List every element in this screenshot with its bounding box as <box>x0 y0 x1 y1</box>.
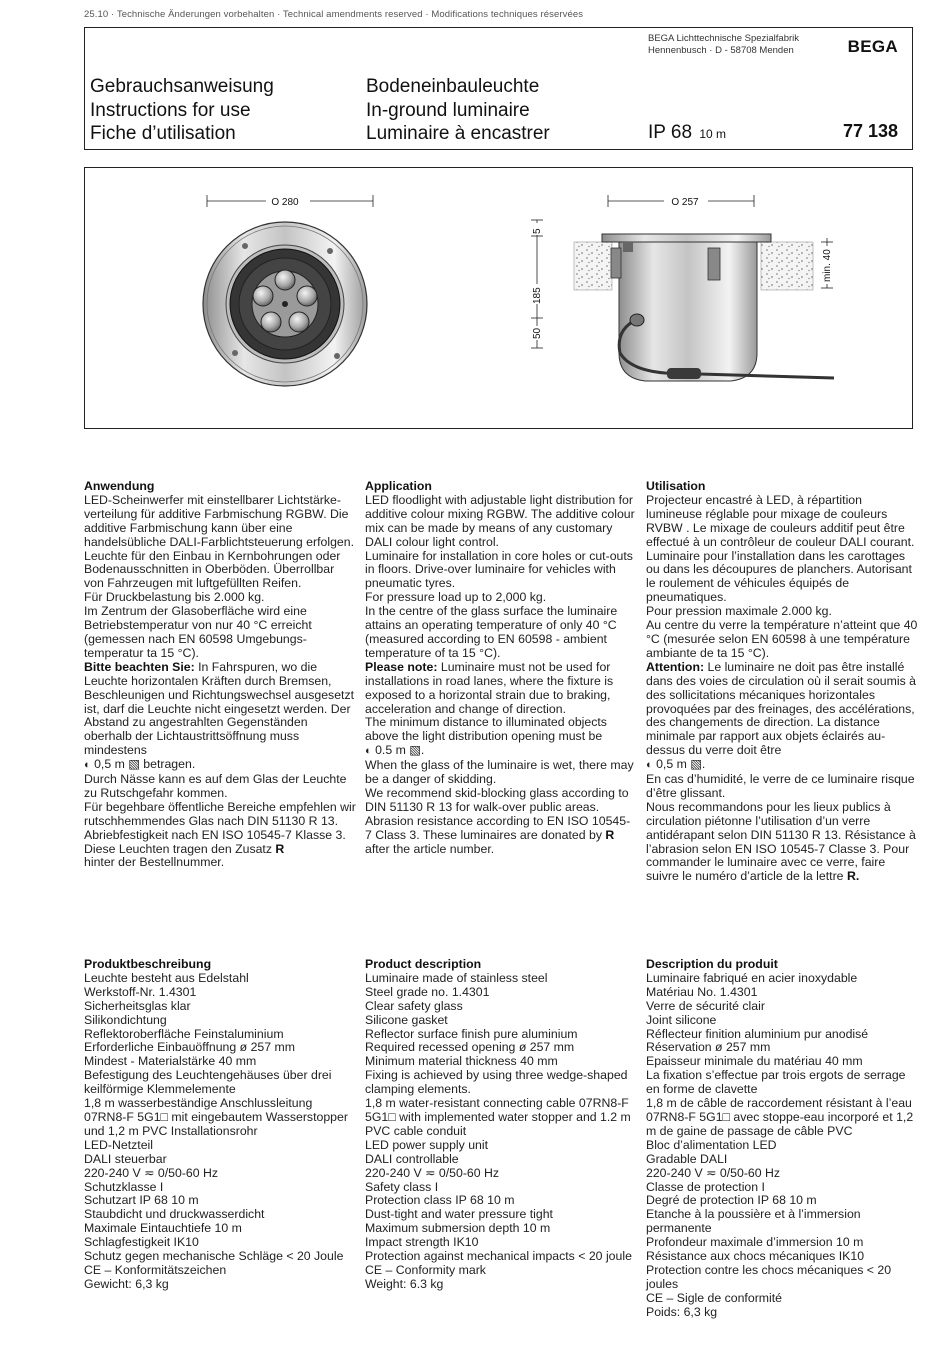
para <box>84 758 356 773</box>
heading-product-description: Product description <box>365 957 482 971</box>
product-type-titles <box>366 75 550 146</box>
suffix-r: R <box>605 827 615 842</box>
dim-min-material: min. 40 <box>822 249 833 282</box>
dim-recess-diameter: O 257 <box>671 197 699 208</box>
spec-line: Gewicht: 6,3 kg <box>84 1276 169 1291</box>
para: For pressure load up to 2,000 kg. <box>365 590 547 605</box>
product-fr-lines <box>646 972 918 1320</box>
spec-line: Safety class I <box>365 1179 439 1194</box>
spec-line: Impact strength IK10 <box>365 1235 479 1250</box>
spec-line: Résistance aux chocs mécaniques IK10 <box>646 1249 865 1264</box>
application-en <box>365 480 637 856</box>
para-note <box>84 661 356 758</box>
spec-line: Schutz gegen mechanische Schläge < 20 Joule <box>84 1249 344 1264</box>
spec-line: Reflector surface finish pure aluminium <box>365 1026 578 1041</box>
ip-rating-value: IP 68 <box>648 122 693 143</box>
spec-line: Profondeur maximale d’immersion 10 m <box>646 1235 864 1250</box>
product-fr <box>646 958 918 1320</box>
heading-utilisation: Utilisation <box>646 479 706 493</box>
spec-line: Classe de protection I <box>646 1179 765 1194</box>
para: The minimum distance to illuminated objects above the light distribution opening must be <box>365 715 607 744</box>
para: hinter der Bestellnummer. <box>84 855 225 870</box>
spec-line: Epaisseur minimale du matériau 40 mm <box>646 1054 863 1069</box>
para: Durch Nässe kann es auf dem Glas der Leuchte zu Rutschgefahr kommen. <box>84 772 347 800</box>
para <box>84 801 356 857</box>
spec-line: Etanche à la poussière et à l’immersion permanente <box>646 1207 861 1236</box>
spec-line: Maximum submersion depth 10 m <box>365 1221 551 1236</box>
spec-line: Mindest - Materialstärke 40 mm <box>84 1054 257 1069</box>
spec-line: Protection against mechanical impacts < 20 joule <box>365 1249 632 1264</box>
para-note <box>646 661 918 758</box>
dim-outer-diameter: O 280 <box>271 197 299 208</box>
note-text: Le luminaire ne doit pas être installé dans des voies de circulation où il serait soumis à des sollicitations mécaniques horizontales provoquées par des freinages, des accélérations, des changements de direction. La distance minimale par rapport aux objets éclairés au-dessus du verre doit être <box>646 659 916 758</box>
spec-line: LED power supply unit <box>365 1137 489 1152</box>
suffix-r: R <box>275 841 285 856</box>
product-type-de: Bodeneinbauleuchte <box>366 76 540 97</box>
spec-line: Luminaire fabriqué en acier inoxydable <box>646 970 858 985</box>
spec-line: Steel grade no. 1.4301 <box>365 984 490 999</box>
spec-line: Luminaire made of stainless steel <box>365 970 548 985</box>
para: Im Zentrum der Glasoberfläche wird eine Betriebstemperatur von nur 40 °C erreicht (gemessen nach EN 60598 Umgebungs-temperatur ta 15 °C). <box>84 604 312 660</box>
product-type-en: In-ground luminaire <box>366 99 530 121</box>
company-location: Hennenbusch · D - 58708 Menden <box>648 45 794 56</box>
para: LED-Scheinwerfer mit einstellbarer Lichtstärke-verteilung für additive Farbmischung RGBW. Die additive Farbmischung kann über eine handelsübliche DALI-Farblichtsteuerung erfolgen. <box>84 492 355 549</box>
product-en <box>365 958 637 1292</box>
para: Au centre du verre la température n’atteint que 40 °C (mesurée selon EN 60598 à une température ambiante de ta 15 °C). <box>646 618 918 660</box>
lamp-distance-icon: ◐ <box>365 745 372 758</box>
distance-text: 0,5 m ▧ betragen. <box>90 757 196 772</box>
spec-line: Maximale Eintauchtiefe 10 m <box>84 1221 242 1236</box>
ip-rating <box>648 122 726 144</box>
para: Luminaire pour l’installation dans les carottages ou dans les découpures de planchers. Autorisant le roulement de véhicules équipés de pneumatiques. <box>646 548 912 605</box>
spec-line: 1,8 m water-resistant connecting cable 07RN8-F 5G1□ with implemented water stopper and 1.2 m PVC cable conduit <box>365 1096 631 1138</box>
spec-line: 220-240 V ≂ 0/50-60 Hz <box>365 1165 500 1180</box>
company-name: BEGA Lichttechnische Spezialfabrik <box>648 33 800 44</box>
para: Projecteur encastré à LED, à répartition lumineuse réglable pour mixage de couleurs RVBW . Le mixage de couleurs additif peut être effectué à un contrôleur de couleur DALI courant. <box>646 492 915 549</box>
spec-line: Leuchte besteht aus Edelstahl <box>84 970 249 985</box>
doc-type-de: Gebrauchsanweisung <box>90 76 274 97</box>
spec-line: 220-240 V ≂ 0/50-60 Hz <box>646 1165 781 1180</box>
application-fr <box>646 480 918 884</box>
spec-line: Schlagfestigkeit IK10 <box>84 1235 199 1250</box>
doc-type-titles <box>90 75 274 146</box>
spec-line: Silicone gasket <box>365 1012 448 1027</box>
distance-text: 0.5 m ▧. <box>371 743 425 758</box>
dim-top-rim: 5 <box>532 228 543 234</box>
spec-line: LED-Netzteil <box>84 1137 154 1152</box>
heading-anwendung: Anwendung <box>84 479 155 493</box>
para-note <box>365 661 637 717</box>
spec-line: DALI controllable <box>365 1151 459 1166</box>
spec-line: Befestigung des Leuchtengehäuses über drei keilförmige Klemmelemente <box>84 1068 332 1097</box>
spec-line: Clear safety glass <box>365 998 463 1013</box>
ip-rating-depth: 10 m <box>699 127 726 141</box>
product-de <box>84 958 356 1292</box>
heading-application: Application <box>365 479 432 493</box>
technical-drawing <box>84 167 913 429</box>
spec-line: Staubdicht und druckwasserdicht <box>84 1207 265 1222</box>
heading-produktbeschreibung: Produktbeschreibung <box>84 957 212 971</box>
note-label: Bitte beachten Sie: <box>84 659 195 674</box>
document-header <box>84 27 913 150</box>
top-view <box>203 195 373 386</box>
para <box>646 758 918 773</box>
note-label: Attention: <box>646 659 705 674</box>
para: Für Druckbelastung bis 2.000 kg. <box>84 590 265 605</box>
para: LED floodlight with adjustable light distribution for additive colour mixing RGBW. The additive colour mix can be made by means of any customary DALI colour light control. <box>365 492 635 549</box>
company-address <box>648 33 799 57</box>
note-text: In Fahrspuren, wo die Leuchte horizontalen Kräften durch Bremsen, Beschleunigen und Richtungswechsel ausgesetzt ist, darf die Leuchte nicht eingesetzt werden. Der Abstand zu angestrahlten Gegenständen oberhalb der Lichtaustrittsöffnung muss mindestens <box>84 659 355 758</box>
spec-line: 1,8 m de câble de raccordement résistant à l’eau 07RN8-F 5G1□ avec stoppe-eau incorporé et 1,2 m de gaine de passage de câble PVC <box>646 1096 914 1138</box>
suffix-r: R. <box>846 869 860 884</box>
spec-line: DALI steuerbar <box>84 1151 167 1166</box>
spec-line: Schutzart IP 68 10 m <box>84 1193 199 1208</box>
para <box>646 801 918 884</box>
spec-line: Schutzklasse I <box>84 1179 164 1194</box>
dim-bottom-clearance: 50 <box>532 327 543 339</box>
note-text: Luminaire must not be used for installations in road lanes, where the fixture is exposed to a horizontal strain due to braking, acceleration and change of direction. <box>365 659 614 716</box>
after-suffix: after the article number. <box>365 841 495 856</box>
skid-text: Nous recommandons pour les lieux publics à circulation piétonne l’utilisation d’un verre antidérapant selon DIN 51130 R 13. Résistance à l’abrasion selon EN ISO 10545-7 Classe 3. Pour commander le luminaire avec ce verre, faire suivre le numéro d’article de la lettre <box>646 799 916 884</box>
note-label: Please note: <box>365 659 438 674</box>
para: When the glass of the luminaire is wet, there may be a danger of skidding. <box>365 758 634 787</box>
spec-line: 220-240 V ≂ 0/50-60 Hz <box>84 1165 219 1180</box>
para <box>365 744 637 759</box>
side-view <box>530 195 834 381</box>
spec-line: Joint silicone <box>646 1012 717 1027</box>
article-number: 77 138 <box>842 121 898 141</box>
spec-line: Degré de protection IP 68 10 m <box>646 1193 817 1208</box>
revision-note: 25.10 · Technische Änderungen vorbehalten · Technical amendments reserved · Modifications techniques réservées <box>84 9 584 20</box>
spec-line: Matériau No. 1.4301 <box>646 984 758 999</box>
spec-line: Werkstoff-Nr. 1.4301 <box>84 984 197 999</box>
application-de <box>84 480 356 870</box>
spec-line: Verre de sécurité clair <box>646 998 765 1013</box>
spec-line: Réflecteur finition aluminium pur anodisé <box>646 1026 869 1041</box>
para: In the centre of the glass surface the luminaire attains an operating temperature of only 40 °C (measured according to EN 60598 - ambient temperature of ta 15 °C). <box>365 604 618 660</box>
para: En cas d’humidité, le verre de ce luminaire risque d’être glissant. <box>646 772 915 800</box>
spec-line: Réservation ø 257 mm <box>646 1040 771 1055</box>
spec-line: Protection class IP 68 10 m <box>365 1193 515 1208</box>
heading-description-produit: Description du produit <box>646 957 778 971</box>
skid-text: We recommend skid-blocking glass according to DIN 51130 R 13 for walk-over public areas. Abrasion resistance according to EN ISO 10545-7 Class 3. These luminaires are donated by <box>365 785 631 842</box>
spec-line: Weight: 6.3 kg <box>365 1276 444 1291</box>
distance-text: 0,5 m ▧. <box>652 757 706 772</box>
spec-line: 1,8 m wasserbeständige Anschlussleitung 07RN8-F 5G1□ mit eingebautem Wasserstopper und 1,2 m PVC Installationsrohr <box>84 1096 348 1138</box>
spec-line: CE – Conformity mark <box>365 1262 486 1277</box>
product-en-lines <box>365 972 637 1292</box>
spec-line: Fixing is achieved by using three wedge-shaped clamping elements. <box>365 1068 628 1097</box>
spec-line: Erforderliche Einbauöffnung ø 257 mm <box>84 1040 295 1055</box>
spec-line: Poids: 6,3 kg <box>646 1304 718 1319</box>
product-de-lines <box>84 972 356 1292</box>
spec-line: CE – Konformitätszeichen <box>84 1262 227 1277</box>
spec-line: Dust-tight and water pressure tight <box>365 1207 553 1222</box>
spec-line: Reflektoroberfläche Feinstaluminium <box>84 1026 284 1041</box>
para: Pour pression maximale 2.000 kg. <box>646 604 832 619</box>
drawing-svg <box>85 168 913 429</box>
spec-line: Bloc d’alimentation LED <box>646 1137 777 1152</box>
product-type-fr: Luminaire à encastrer <box>366 123 550 144</box>
para: Luminaire for installation in core holes or cut-outs in floors. Drive-over luminaire for vehicles with pneumatic tyres. <box>365 548 633 591</box>
doc-type-fr: Fiche d’utilisation <box>90 123 236 144</box>
lamp-distance-icon: ◐ <box>646 759 653 772</box>
doc-type-en: Instructions for use <box>90 99 251 121</box>
spec-line: Minimum material thickness 40 mm <box>365 1054 558 1069</box>
para <box>365 787 637 857</box>
spec-line: Gradable DALI <box>646 1151 728 1166</box>
lamp-distance-icon: ◐ <box>84 759 91 772</box>
spec-line: CE – Sigle de conformité <box>646 1290 783 1305</box>
spec-line: La fixation s’effectue par trois ergots de serrage en forme de clavette <box>646 1068 906 1097</box>
skid-text: Für begehbare öffentliche Bereiche empfehlen wir rutschhemmendes Glas nach DIN 51130 R 13. Abriebfestigkeit nach EN ISO 10545-7 Klasse 3. Diese Leuchten tragen den Zusatz <box>84 799 356 856</box>
spec-line: Protection contre les chocs mécaniques < 20 joules <box>646 1262 892 1291</box>
spec-line: Silikondichtung <box>84 1012 167 1027</box>
brand-logo: BEGA <box>847 37 898 56</box>
dim-total-height: 185 <box>532 287 543 304</box>
spec-line: Required recessed opening ø 257 mm <box>365 1040 575 1055</box>
spec-line: Sicherheitsglas klar <box>84 998 191 1013</box>
para: Leuchte für den Einbau in Kernbohrungen oder Bodenausschnitten in Oberböden. Überrollbar von Fahrzeugen mit luftgefüllten Reifen. <box>84 548 341 591</box>
